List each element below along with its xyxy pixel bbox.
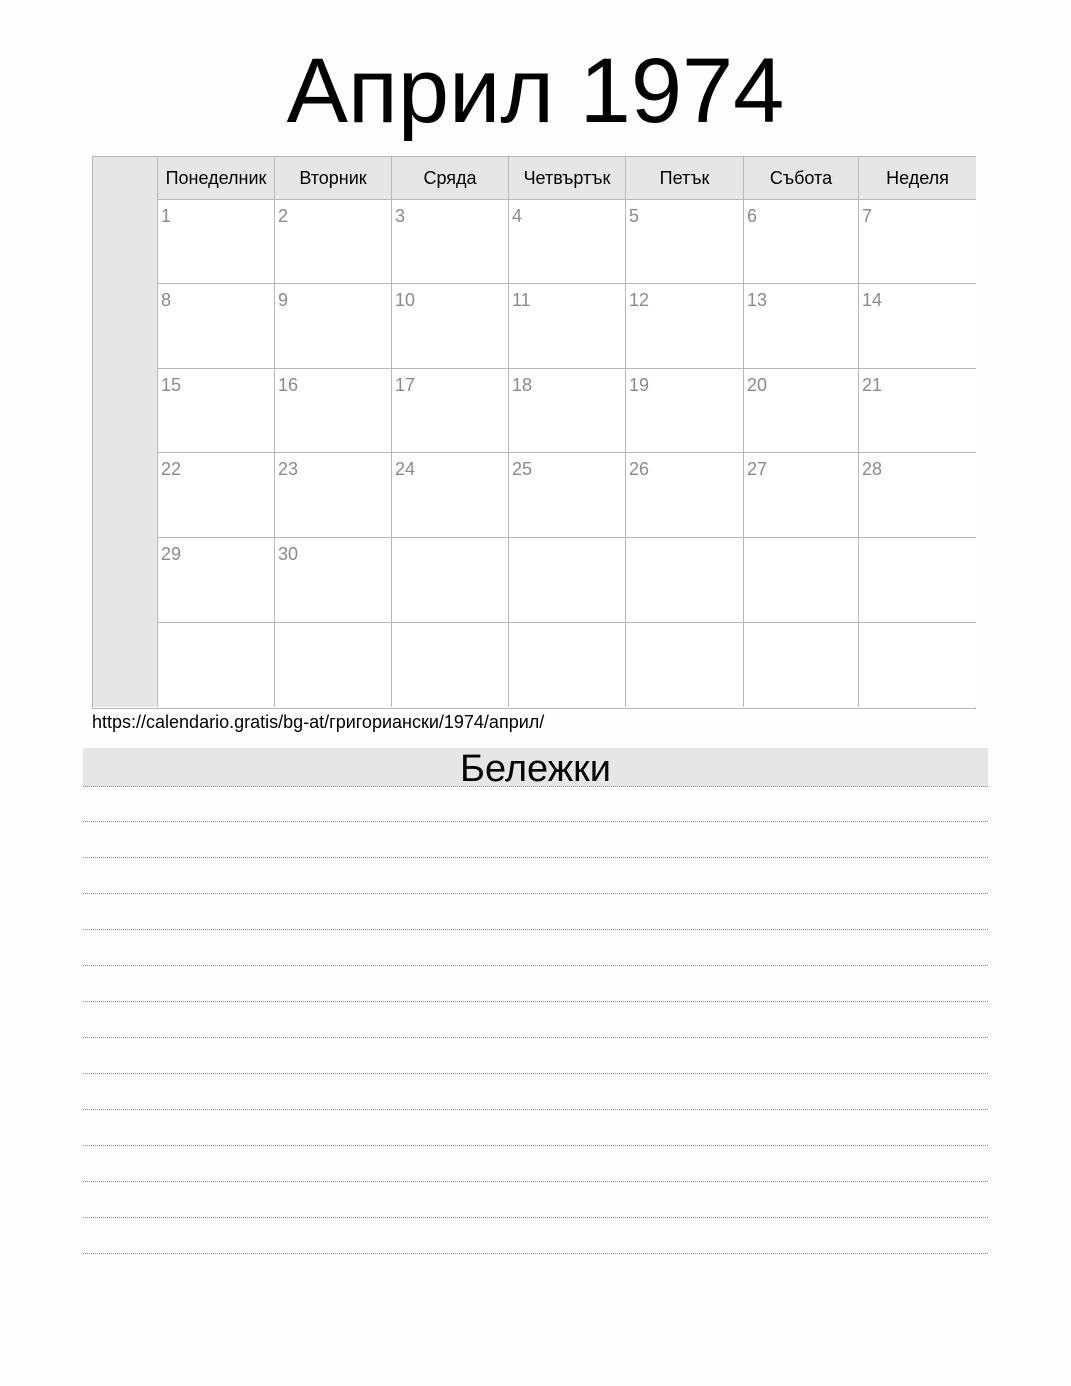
day-cell	[509, 369, 626, 453]
day-number: 14	[862, 290, 883, 310]
day-cell	[392, 369, 509, 453]
day-number: 6	[747, 206, 758, 226]
day-number: 20	[747, 375, 768, 395]
day-cell	[509, 623, 626, 707]
day-cell	[392, 538, 509, 623]
day-cell	[158, 200, 275, 284]
day-number: 13	[747, 290, 768, 310]
weekday-header-wednesday: Сряда	[392, 157, 509, 200]
notes-lines	[83, 786, 988, 1254]
day-number: 8	[161, 290, 172, 310]
page-title: Април 1974	[286, 40, 785, 142]
day-cell	[859, 200, 976, 284]
day-cell	[744, 369, 859, 453]
note-line	[83, 930, 988, 966]
day-cell	[626, 623, 744, 707]
day-cell	[158, 453, 275, 538]
day-number: 27	[747, 459, 768, 479]
day-number: 29	[161, 544, 182, 564]
notes-title: Бележки	[83, 748, 988, 787]
day-number: 4	[512, 206, 523, 226]
day-number: 16	[278, 375, 299, 395]
day-number: 18	[512, 375, 533, 395]
day-number: 15	[161, 375, 182, 395]
note-line	[83, 1182, 988, 1218]
day-cell	[744, 284, 859, 369]
day-number: 9	[278, 290, 289, 310]
day-number: 30	[278, 544, 299, 564]
day-number: 11	[512, 290, 531, 310]
weekday-header-friday: Петък	[626, 157, 744, 200]
week-number-column	[93, 157, 158, 707]
day-cell	[626, 284, 744, 369]
source-url: https://calendario.gratis/bg-at/григориански/1974/април/	[92, 712, 545, 732]
day-cell	[392, 453, 509, 538]
day-cell	[275, 284, 392, 369]
day-cell	[509, 284, 626, 369]
day-number: 17	[395, 375, 416, 395]
day-number: 24	[395, 459, 416, 479]
day-number: 12	[629, 290, 650, 310]
day-cell	[744, 538, 859, 623]
note-line	[83, 1146, 988, 1182]
day-number: 26	[629, 459, 650, 479]
day-number: 2	[278, 206, 289, 226]
day-cell	[859, 623, 976, 707]
day-number: 1	[161, 206, 172, 226]
note-line	[83, 822, 988, 858]
day-cell	[509, 200, 626, 284]
note-line	[83, 966, 988, 1002]
note-line	[83, 1110, 988, 1146]
day-cell	[859, 369, 976, 453]
note-line	[83, 786, 988, 822]
day-cell	[859, 284, 976, 369]
day-cell	[158, 538, 275, 623]
day-number: 10	[395, 290, 416, 310]
day-number: 25	[512, 459, 533, 479]
day-number: 5	[629, 206, 640, 226]
day-cell	[275, 369, 392, 453]
day-cell	[626, 538, 744, 623]
day-cell	[392, 284, 509, 369]
day-cell	[509, 538, 626, 623]
day-cell	[275, 623, 392, 707]
day-cell	[744, 623, 859, 707]
day-cell	[859, 453, 976, 538]
day-cell	[275, 200, 392, 284]
day-cell	[392, 200, 509, 284]
day-cell	[626, 369, 744, 453]
day-number: 23	[278, 459, 299, 479]
day-cell	[509, 453, 626, 538]
day-cell	[275, 538, 392, 623]
day-number: 21	[862, 375, 883, 395]
weekday-header-sunday: Неделя	[859, 157, 976, 200]
day-number: 28	[862, 459, 883, 479]
day-number: 19	[629, 375, 650, 395]
note-line	[83, 1002, 988, 1038]
day-cell	[275, 453, 392, 538]
calendar-grid	[92, 156, 976, 709]
note-line	[83, 1218, 988, 1254]
day-number: 3	[395, 206, 406, 226]
day-cell	[626, 453, 744, 538]
note-line	[83, 894, 988, 930]
day-cell	[158, 623, 275, 707]
day-cell	[392, 623, 509, 707]
day-number: 7	[862, 206, 873, 226]
note-line	[83, 858, 988, 894]
day-cell	[626, 200, 744, 284]
note-line	[83, 1038, 988, 1074]
weekday-header-thursday: Четвъртък	[509, 157, 626, 200]
day-cell	[859, 538, 976, 623]
note-line	[83, 1074, 988, 1110]
weekday-header-monday: Понеделник	[158, 157, 275, 200]
day-cell	[744, 200, 859, 284]
day-cell	[158, 284, 275, 369]
weekday-header-tuesday: Вторник	[275, 157, 392, 200]
day-cell	[158, 369, 275, 453]
day-number: 22	[161, 459, 182, 479]
weekday-header-saturday: Събота	[744, 157, 859, 200]
day-cell	[744, 453, 859, 538]
